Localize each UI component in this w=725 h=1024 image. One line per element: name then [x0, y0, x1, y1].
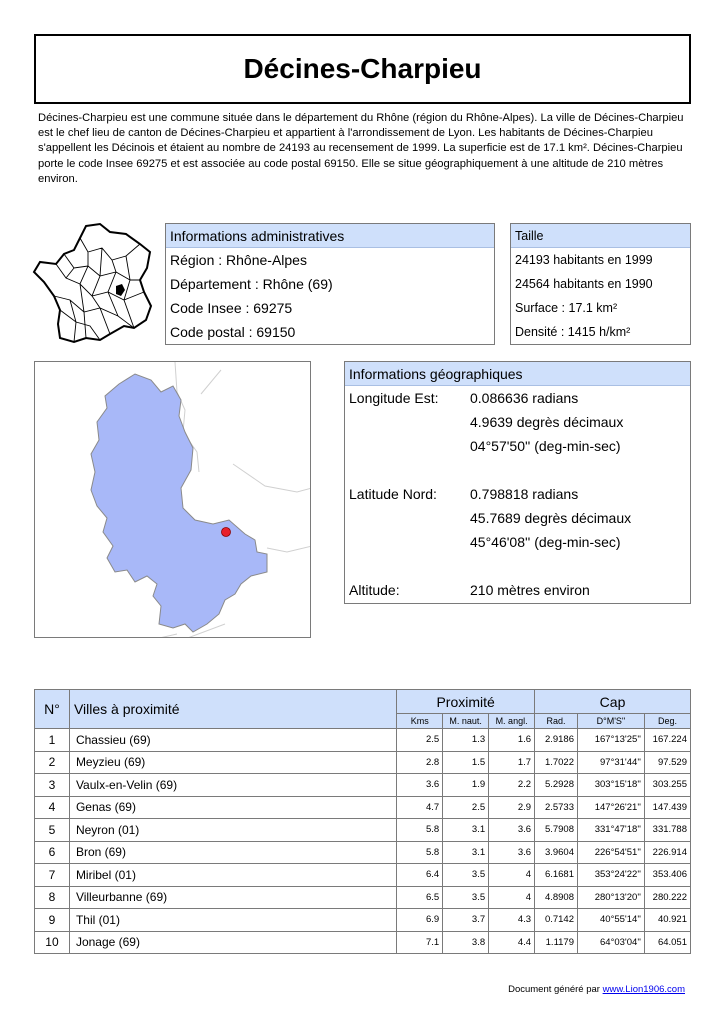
heading-degrees: 226.914 — [644, 841, 690, 864]
distance-nautical: 3.1 — [443, 841, 489, 864]
city-name: Bron (69) — [69, 841, 396, 864]
distance-km: 3.6 — [397, 774, 443, 797]
heading-dms: 303°15'18'' — [578, 774, 645, 797]
table-row — [35, 774, 691, 797]
row-number: 5 — [35, 819, 70, 842]
table-row — [35, 796, 691, 819]
footer — [508, 984, 685, 995]
heading-degrees: 303.255 — [644, 774, 690, 797]
distance-nautical: 1.9 — [443, 774, 489, 797]
distance-nautical: 2.5 — [443, 796, 489, 819]
city-name: Jonage (69) — [69, 931, 396, 954]
heading-radians: 0.7142 — [535, 909, 578, 932]
heading-radians: 5.7908 — [535, 819, 578, 842]
distance-km: 2.8 — [397, 751, 443, 774]
table-row — [35, 931, 691, 954]
longitude-row-dec — [345, 410, 690, 434]
distance-km: 6.5 — [397, 886, 443, 909]
postal-row: Code postal : 69150 — [170, 324, 296, 340]
heading-radians: 1.7022 — [535, 751, 578, 774]
heading-radians: 3.9604 — [535, 841, 578, 864]
latitude-dms: 45°46'08'' (deg-min-sec) — [470, 534, 621, 550]
distance-nautical: 3.7 — [443, 909, 489, 932]
rhone-department-shape — [91, 374, 267, 632]
geo-spacer — [345, 458, 690, 482]
heading-dms: 64°03'04'' — [578, 931, 645, 954]
heading-radians: 6.1681 — [535, 864, 578, 887]
row-number: 8 — [35, 886, 70, 909]
col-rad-header: Rad. — [535, 714, 578, 729]
footer-prefix: Document généré par — [508, 984, 603, 995]
heading-degrees: 147.439 — [644, 796, 690, 819]
france-map — [30, 222, 158, 346]
heading-radians: 2.9186 — [535, 729, 578, 752]
latitude-row-dec — [345, 506, 690, 530]
distance-miles: 4.3 — [489, 909, 535, 932]
distance-miles: 2.2 — [489, 774, 535, 797]
heading-dms: 167°13'25'' — [578, 729, 645, 752]
table-row — [35, 909, 691, 932]
col-deg-header: Deg. — [644, 714, 690, 729]
distance-miles: 1.7 — [489, 751, 535, 774]
heading-degrees: 353.406 — [644, 864, 690, 887]
latitude-row-dms — [345, 530, 690, 554]
latitude-row-rad — [345, 482, 690, 506]
row-number: 4 — [35, 796, 70, 819]
city-name: Meyzieu (69) — [69, 751, 396, 774]
row-number: 9 — [35, 909, 70, 932]
longitude-dms: 04°57'50'' (deg-min-sec) — [470, 438, 621, 454]
heading-degrees: 331.788 — [644, 819, 690, 842]
row-number: 1 — [35, 729, 70, 752]
distance-km: 7.1 — [397, 931, 443, 954]
distance-miles: 4.4 — [489, 931, 535, 954]
heading-radians: 2.5733 — [535, 796, 578, 819]
title-box — [34, 34, 691, 104]
distance-miles: 2.9 — [489, 796, 535, 819]
surface-row: Surface : 17.1 km² — [515, 301, 618, 315]
longitude-decimal: 4.9639 degrès décimaux — [470, 414, 624, 430]
col-cap-header: Cap — [535, 690, 691, 714]
admin-info-panel — [165, 223, 495, 345]
col-dms-header: D°M'S'' — [578, 714, 645, 729]
city-name: Neyron (01) — [69, 819, 396, 842]
heading-dms: 147°26'21'' — [578, 796, 645, 819]
col-kms-header: Kms — [397, 714, 443, 729]
geo-info-panel — [344, 361, 691, 604]
departement-row: Département : Rhône (69) — [170, 276, 333, 292]
col-num-header: N° — [35, 690, 70, 729]
altitude-value: 210 mètres environ — [470, 582, 590, 598]
row-number: 2 — [35, 751, 70, 774]
table-row — [35, 751, 691, 774]
distance-nautical: 1.3 — [443, 729, 489, 752]
geo-info-heading: Informations géographiques — [345, 362, 690, 386]
heading-radians: 5.2928 — [535, 774, 578, 797]
heading-dms: 97°31'44'' — [578, 751, 645, 774]
col-mnaut-header: M. naut. — [443, 714, 489, 729]
distance-km: 2.5 — [397, 729, 443, 752]
intro-paragraph: Décines-Charpieu est une commune située dans le département du Rhône (région du Rhône-Alpes). La ville de Décines-Charpieu est le chef lieu de canton de Décines-Charpieu et appartient à l'arrondissement de Lyon. Les habitants de Décines-Charpieu s'appellent les Décinois et étaient au nombre de 24193 au recensement de 1999. La superficie est de 17.1 km². Décines-Charpieu porte le code Insee 69275 et est associée au code postal 69150. Elle se situe géographiquement à une altitude de 210 mètres environ. — [38, 112, 684, 185]
footer-link[interactable]: www.Lion1906.com — [602, 984, 685, 995]
heading-degrees: 280.222 — [644, 886, 690, 909]
heading-degrees: 64.051 — [644, 931, 690, 954]
distance-nautical: 3.8 — [443, 931, 489, 954]
distance-miles: 4 — [489, 864, 535, 887]
distance-km: 6.4 — [397, 864, 443, 887]
page-title: Décines-Charpieu — [243, 53, 482, 84]
heading-radians: 1.1179 — [535, 931, 578, 954]
distance-km: 6.9 — [397, 909, 443, 932]
distance-km: 4.7 — [397, 796, 443, 819]
longitude-radians: 0.086636 radians — [470, 390, 579, 406]
densite-row: Densité : 1415 h/km² — [515, 325, 631, 339]
city-name: Vaulx-en-Velin (69) — [69, 774, 396, 797]
distance-km: 5.8 — [397, 819, 443, 842]
distance-km: 5.8 — [397, 841, 443, 864]
taille-heading: Taille — [511, 224, 690, 248]
table-header-row — [35, 690, 691, 714]
table-row — [35, 841, 691, 864]
distance-nautical: 1.5 — [443, 751, 489, 774]
population-1999: 24193 habitants en 1999 — [515, 253, 653, 267]
heading-dms: 353°24'22'' — [578, 864, 645, 887]
commune-location-marker — [222, 528, 231, 537]
taille-panel — [510, 223, 691, 345]
distance-nautical: 3.5 — [443, 864, 489, 887]
distance-miles: 1.6 — [489, 729, 535, 752]
table-row — [35, 886, 691, 909]
table-row — [35, 819, 691, 842]
nearby-cities-table — [34, 689, 691, 954]
col-proximite-header: Proximité — [397, 690, 535, 714]
heading-degrees: 97.529 — [644, 751, 690, 774]
insee-row: Code Insee : 69275 — [170, 300, 293, 316]
department-map — [34, 361, 311, 638]
distance-miles: 3.6 — [489, 841, 535, 864]
longitude-label: Longitude Est: — [349, 390, 439, 406]
longitude-row-dms — [345, 434, 690, 458]
heading-dms: 331°47'18'' — [578, 819, 645, 842]
geo-spacer — [345, 554, 690, 578]
heading-degrees: 40.921 — [644, 909, 690, 932]
city-name: Chassieu (69) — [69, 729, 396, 752]
latitude-decimal: 45.7689 degrès décimaux — [470, 510, 632, 526]
admin-info-heading: Informations administratives — [166, 224, 494, 248]
col-mangl-header: M. angl. — [489, 714, 535, 729]
table-row — [35, 864, 691, 887]
heading-radians: 4.8908 — [535, 886, 578, 909]
distance-nautical: 3.5 — [443, 886, 489, 909]
city-name: Genas (69) — [69, 796, 396, 819]
row-number: 3 — [35, 774, 70, 797]
city-name: Villeurbanne (69) — [69, 886, 396, 909]
longitude-row-rad — [345, 386, 690, 410]
row-number: 6 — [35, 841, 70, 864]
altitude-row — [345, 578, 690, 602]
distance-miles: 4 — [489, 886, 535, 909]
distance-nautical: 3.1 — [443, 819, 489, 842]
heading-dms: 280°13'20'' — [578, 886, 645, 909]
row-number: 7 — [35, 864, 70, 887]
city-name: Thil (01) — [69, 909, 396, 932]
heading-degrees: 167.224 — [644, 729, 690, 752]
table-row — [35, 729, 691, 752]
population-1990: 24564 habitants en 1990 — [515, 277, 653, 291]
heading-dms: 226°54'51'' — [578, 841, 645, 864]
latitude-label: Latitude Nord: — [349, 486, 437, 502]
altitude-label: Altitude: — [349, 582, 400, 598]
col-villes-header: Villes à proximité — [69, 690, 396, 729]
department-map-svg — [35, 362, 311, 638]
row-number: 10 — [35, 931, 70, 954]
distance-miles: 3.6 — [489, 819, 535, 842]
latitude-radians: 0.798818 radians — [470, 486, 579, 502]
city-name: Miribel (01) — [69, 864, 396, 887]
heading-dms: 40°55'14'' — [578, 909, 645, 932]
region-row: Région : Rhône-Alpes — [170, 252, 307, 268]
